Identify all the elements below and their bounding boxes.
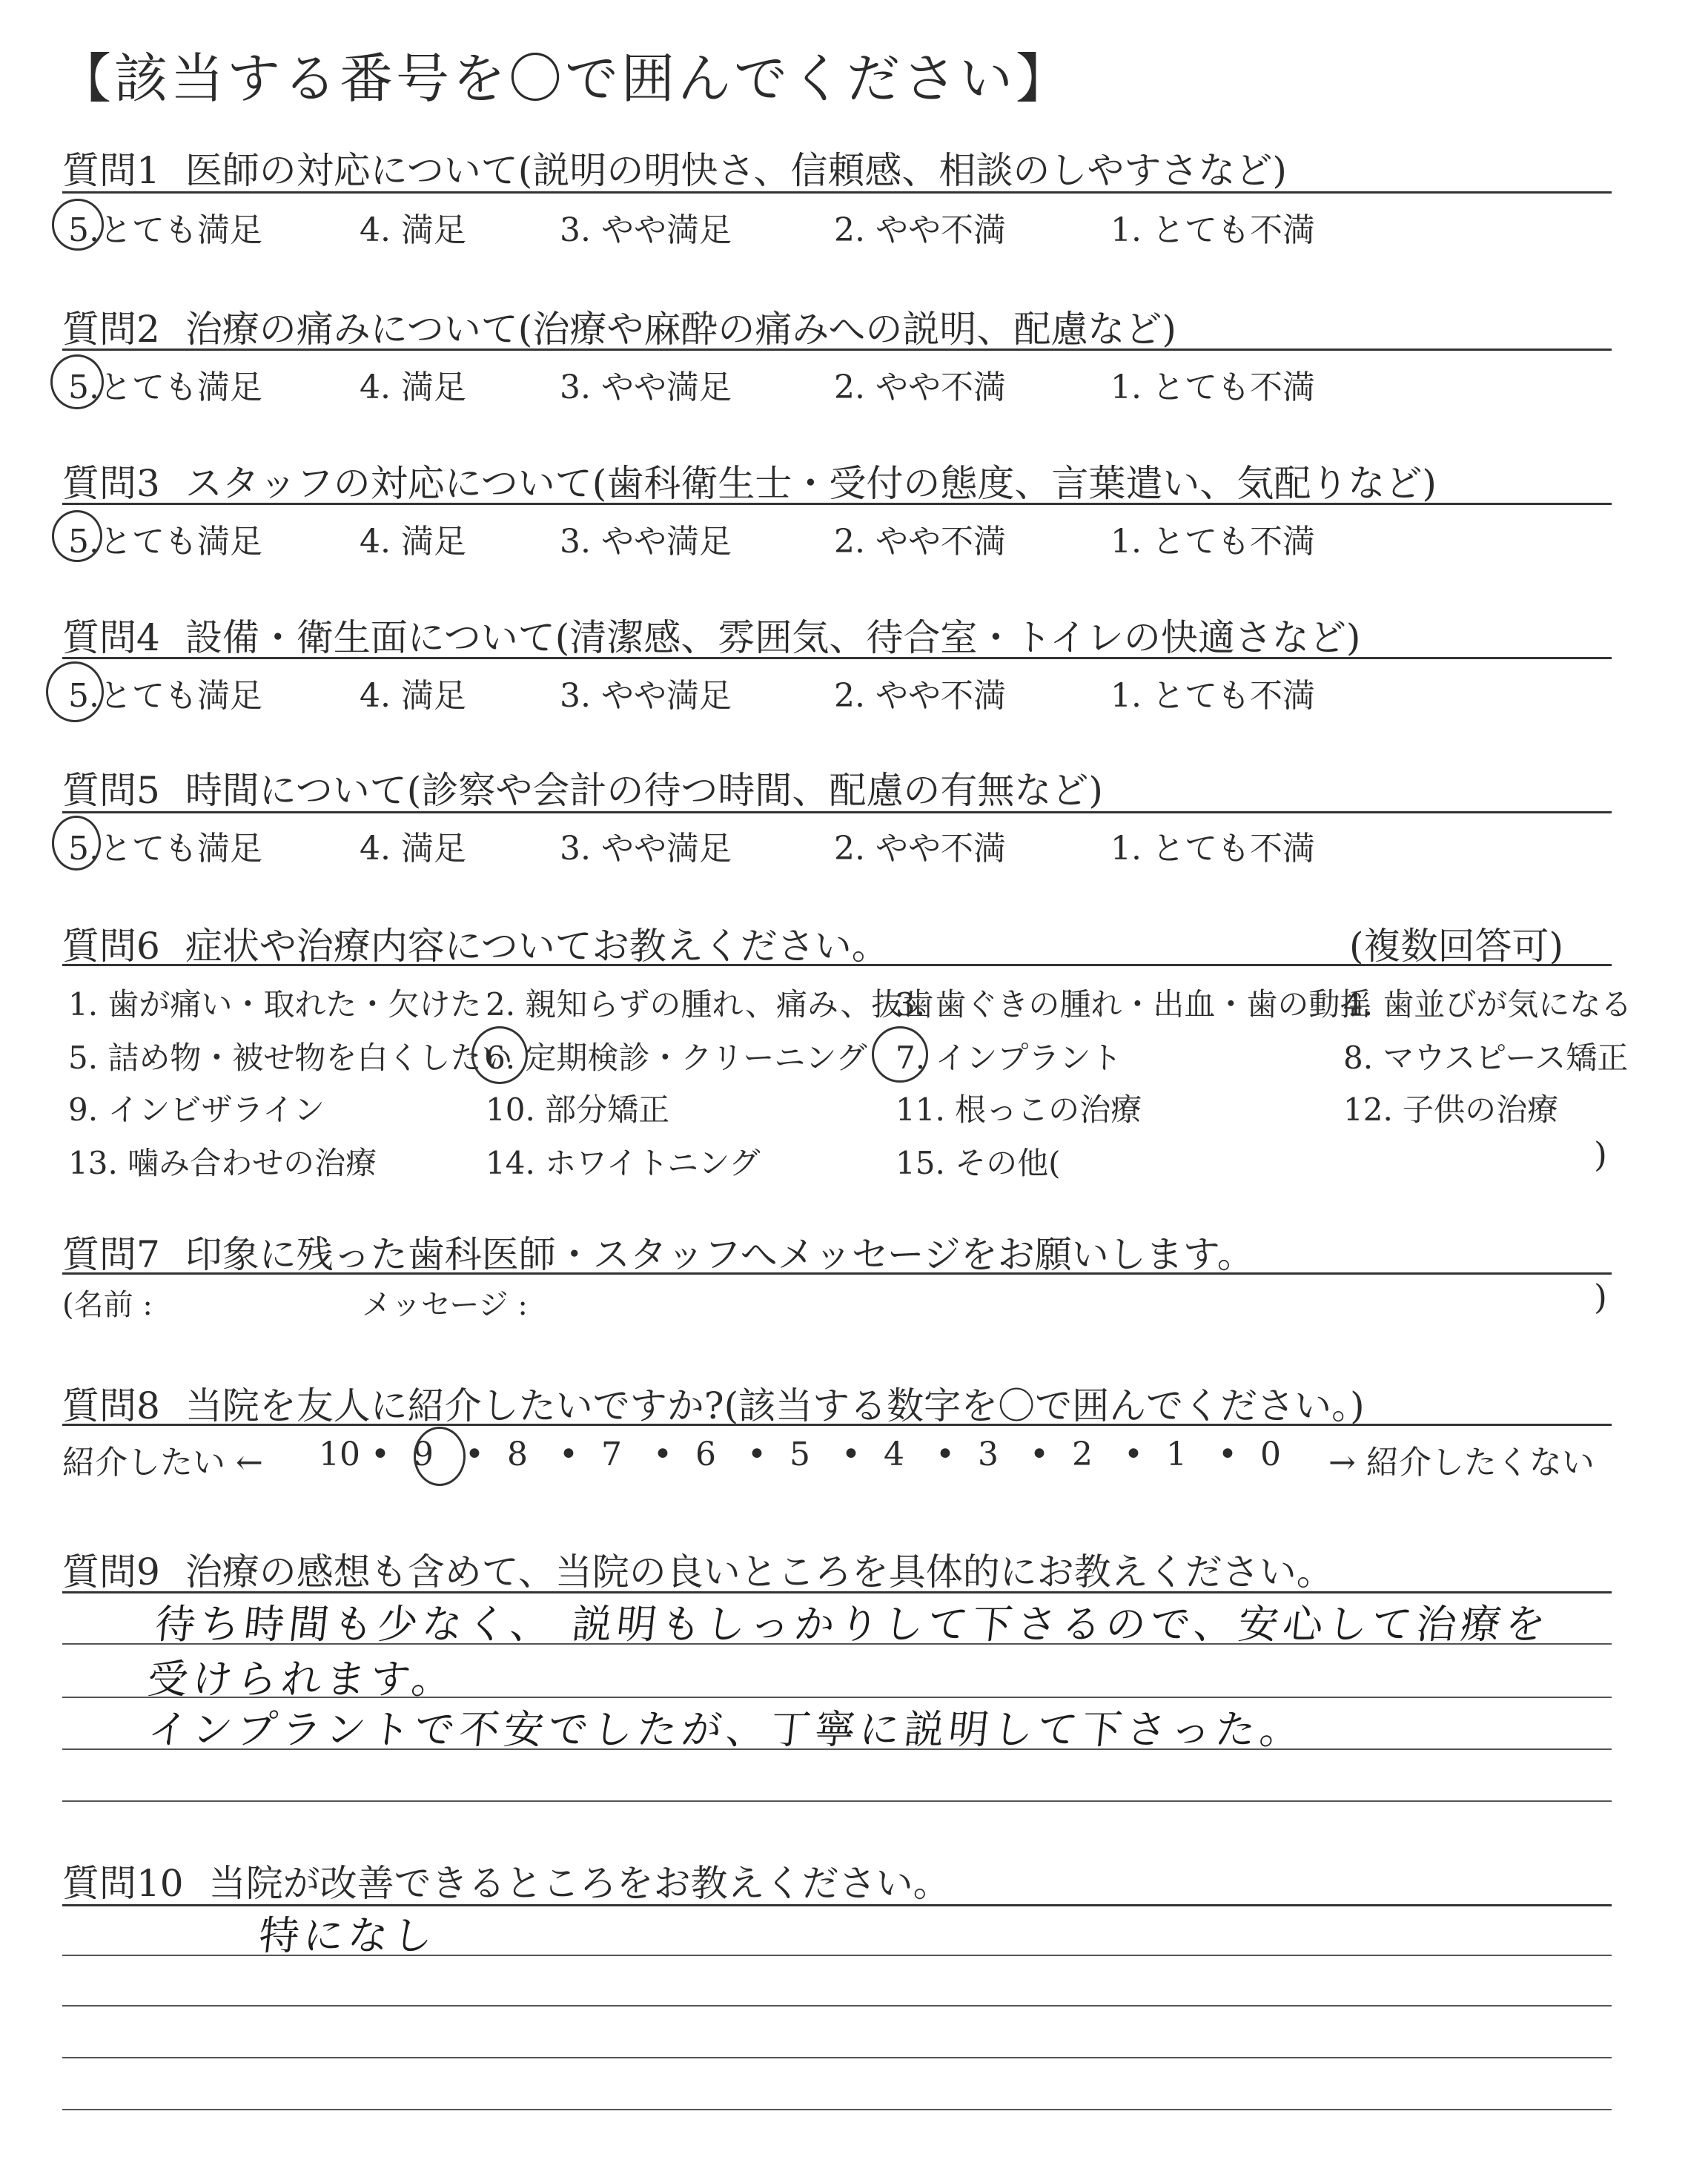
handwritten-answer-line: 待ち時間も少なく、 説明もしっかりして下さるので、安心して治療を [153, 1601, 1552, 1648]
option-1[interactable]: 1. とても不満 [1110, 369, 1315, 406]
divider [62, 349, 1612, 351]
scale-number-10[interactable]: 10 [319, 1436, 360, 1473]
scale-number-1[interactable]: 1 [1166, 1436, 1187, 1473]
scale-separator-dot: • [653, 1436, 672, 1473]
divider [62, 811, 1612, 813]
answer-circle-mark [52, 199, 104, 251]
option-3[interactable]: 3. やや満足 [560, 830, 732, 868]
multiple-answers-note: (複数回答可) [1349, 925, 1564, 968]
scale-separator-dot: • [1124, 1436, 1143, 1473]
question-title: 設備・衛生面について(清潔感、雰囲気、待合室・トイレの快適さなど) [185, 616, 1361, 659]
question-title: 印象に残った歯科医師・スタッフへメッセージをお願いします。 [185, 1233, 1254, 1276]
question-title: 時間について(診察や会計の待つ時間、配慮の有無など) [185, 769, 1103, 812]
symptom-option-4[interactable]: 4. 歯並びが気になる [1343, 986, 1632, 1023]
message-label: メッセージ : [362, 1288, 528, 1322]
option-3[interactable]: 3. やや満足 [560, 211, 732, 249]
scale-separator-dot: • [465, 1436, 484, 1473]
symptom-option-15[interactable]: 15. その他( [896, 1145, 1061, 1181]
symptom-option-13[interactable]: 13. 噛み合わせの治療 [68, 1145, 377, 1181]
recommend-right-label: → 紹介したくない [1328, 1444, 1595, 1482]
handwritten-answer-line: インプラントで不安でしたが、丁寧に説明して下さった。 [145, 1706, 1307, 1753]
answer-circle-mark [52, 816, 101, 871]
scale-separator-dot: • [371, 1436, 390, 1473]
scale-number-9[interactable]: 9 [413, 1436, 434, 1473]
option-4[interactable]: 4. 満足 [360, 677, 466, 715]
option-5[interactable]: 5.とても満足 [68, 369, 262, 406]
answer-circle-mark [414, 1427, 466, 1486]
scale-number-5[interactable]: 5 [790, 1436, 810, 1473]
option-3[interactable]: 3. やや満足 [560, 369, 732, 406]
option-2[interactable]: 2. やや不満 [834, 830, 1006, 868]
divider [62, 1424, 1612, 1426]
option-1[interactable]: 1. とても不満 [1110, 523, 1315, 561]
option-2[interactable]: 2. やや不満 [834, 211, 1006, 249]
option-3[interactable]: 3. やや満足 [560, 677, 732, 715]
symptom-option-3[interactable]: 3. 歯ぐきの腫れ・出血・歯の動揺 [896, 986, 1371, 1023]
symptom-option-9[interactable]: 9. インビザライン [68, 1091, 325, 1128]
option-1[interactable]: 1. とても不満 [1110, 677, 1315, 715]
answer-circle-mark [471, 1026, 528, 1084]
scale-number-4[interactable]: 4 [884, 1436, 904, 1473]
answer-line [62, 1800, 1612, 1802]
name-label: (名前 : [62, 1288, 153, 1322]
message-close-paren: ) [1594, 1277, 1607, 1317]
scale-separator-dot: • [841, 1436, 861, 1473]
option-4[interactable]: 4. 満足 [360, 523, 466, 561]
answer-circle-mark [872, 1026, 928, 1083]
answer-circle-mark [46, 661, 104, 722]
divider [62, 964, 1612, 966]
symptom-option-1[interactable]: 1. 歯が痛い・取れた・欠けた [68, 986, 482, 1023]
scale-separator-dot: • [936, 1436, 955, 1473]
question-number: 質問8 [62, 1384, 160, 1427]
answer-circle-mark [52, 510, 102, 562]
scale-separator-dot: • [747, 1436, 767, 1473]
other-close-paren: ) [1594, 1135, 1607, 1175]
scale-number-7[interactable]: 7 [601, 1436, 622, 1473]
divider [62, 657, 1612, 659]
symptom-option-2[interactable]: 2. 親知らずの腫れ、痛み、抜歯 [486, 986, 934, 1023]
question-number: 質問5 [62, 769, 160, 812]
question-number: 質問9 [62, 1550, 160, 1593]
scale-number-8[interactable]: 8 [507, 1436, 528, 1473]
option-1[interactable]: 1. とても不満 [1110, 830, 1315, 868]
question-number: 質問2 [62, 308, 160, 351]
option-4[interactable]: 4. 満足 [360, 830, 466, 868]
handwritten-answer-line: 受けられます。 [145, 1656, 459, 1702]
question-number: 質問3 [62, 462, 160, 505]
scale-number-0[interactable]: 0 [1260, 1436, 1281, 1473]
scale-number-3[interactable]: 3 [978, 1436, 999, 1473]
option-2[interactable]: 2. やや不満 [834, 369, 1006, 406]
question-number: 質問1 [62, 149, 160, 192]
scale-separator-dot: • [1030, 1436, 1049, 1473]
option-2[interactable]: 2. やや不満 [834, 677, 1006, 715]
symptom-option-6[interactable]: 6. 定期検診・クリーニング [486, 1040, 867, 1076]
question-number: 質問6 [62, 925, 160, 968]
scale-number-2[interactable]: 2 [1072, 1436, 1093, 1473]
answer-line [62, 2057, 1612, 2058]
option-4[interactable]: 4. 満足 [360, 211, 466, 249]
symptom-option-5[interactable]: 5. 詰め物・被せ物を白くしたい [68, 1040, 513, 1076]
symptom-option-8[interactable]: 8. マウスピース矯正 [1343, 1040, 1629, 1076]
scale-separator-dot: • [559, 1436, 578, 1473]
symptom-option-12[interactable]: 12. 子供の治療 [1343, 1091, 1559, 1128]
question-title: 治療の感想も含めて、当院の良いところを具体的にお教えください。 [185, 1550, 1334, 1593]
recommend-left-label: 紹介したい ← [62, 1444, 263, 1482]
option-1[interactable]: 1. とても不満 [1110, 211, 1315, 249]
question-title: 当院を友人に紹介したいですか?(該当する数字を〇で囲んでください。) [185, 1384, 1365, 1427]
question-title: 治療の痛みについて(治療や麻酔の痛みへの説明、配慮など) [185, 308, 1176, 351]
answer-line [62, 2109, 1612, 2110]
symptom-option-14[interactable]: 14. ホワイトニング [486, 1145, 761, 1181]
question-title: 当院が改善できるところをお教えください。 [208, 1862, 950, 1905]
question-number: 質問4 [62, 616, 160, 659]
scale-separator-dot: • [1218, 1436, 1237, 1473]
instruction-header: 【該当する番号を〇で囲んでください】 [58, 47, 1073, 110]
divider [62, 191, 1612, 194]
scale-number-6[interactable]: 6 [695, 1436, 716, 1473]
question-number: 質問7 [62, 1233, 160, 1276]
handwritten-answer-line: 特になし [256, 1912, 440, 1959]
option-5[interactable]: 5.とても満足 [68, 830, 262, 868]
answer-circle-mark [50, 354, 104, 409]
question-title: スタッフの対応について(歯科衛生士・受付の態度、言葉遣い、気配りなど) [185, 462, 1437, 505]
option-5[interactable]: 5.とても満足 [68, 211, 262, 249]
question-title: 医師の対応について(説明の明快さ、信頼感、相談のしやすさなど) [185, 149, 1287, 192]
option-5[interactable]: 5.とても満足 [68, 523, 262, 561]
divider [62, 1272, 1612, 1275]
option-3[interactable]: 3. やや満足 [560, 523, 732, 561]
option-2[interactable]: 2. やや不満 [834, 523, 1006, 561]
question-title: 症状や治療内容についてお教えください。 [185, 925, 889, 968]
question-number: 質問10 [62, 1862, 184, 1905]
option-5[interactable]: 5.とても満足 [68, 677, 262, 715]
answer-line [62, 2005, 1612, 2007]
divider [62, 503, 1612, 505]
option-4[interactable]: 4. 満足 [360, 369, 466, 406]
symptom-option-10[interactable]: 10. 部分矯正 [486, 1091, 670, 1128]
symptom-option-11[interactable]: 11. 根っこの治療 [896, 1091, 1142, 1128]
symptom-option-7[interactable]: 7. インプラント [896, 1040, 1122, 1076]
